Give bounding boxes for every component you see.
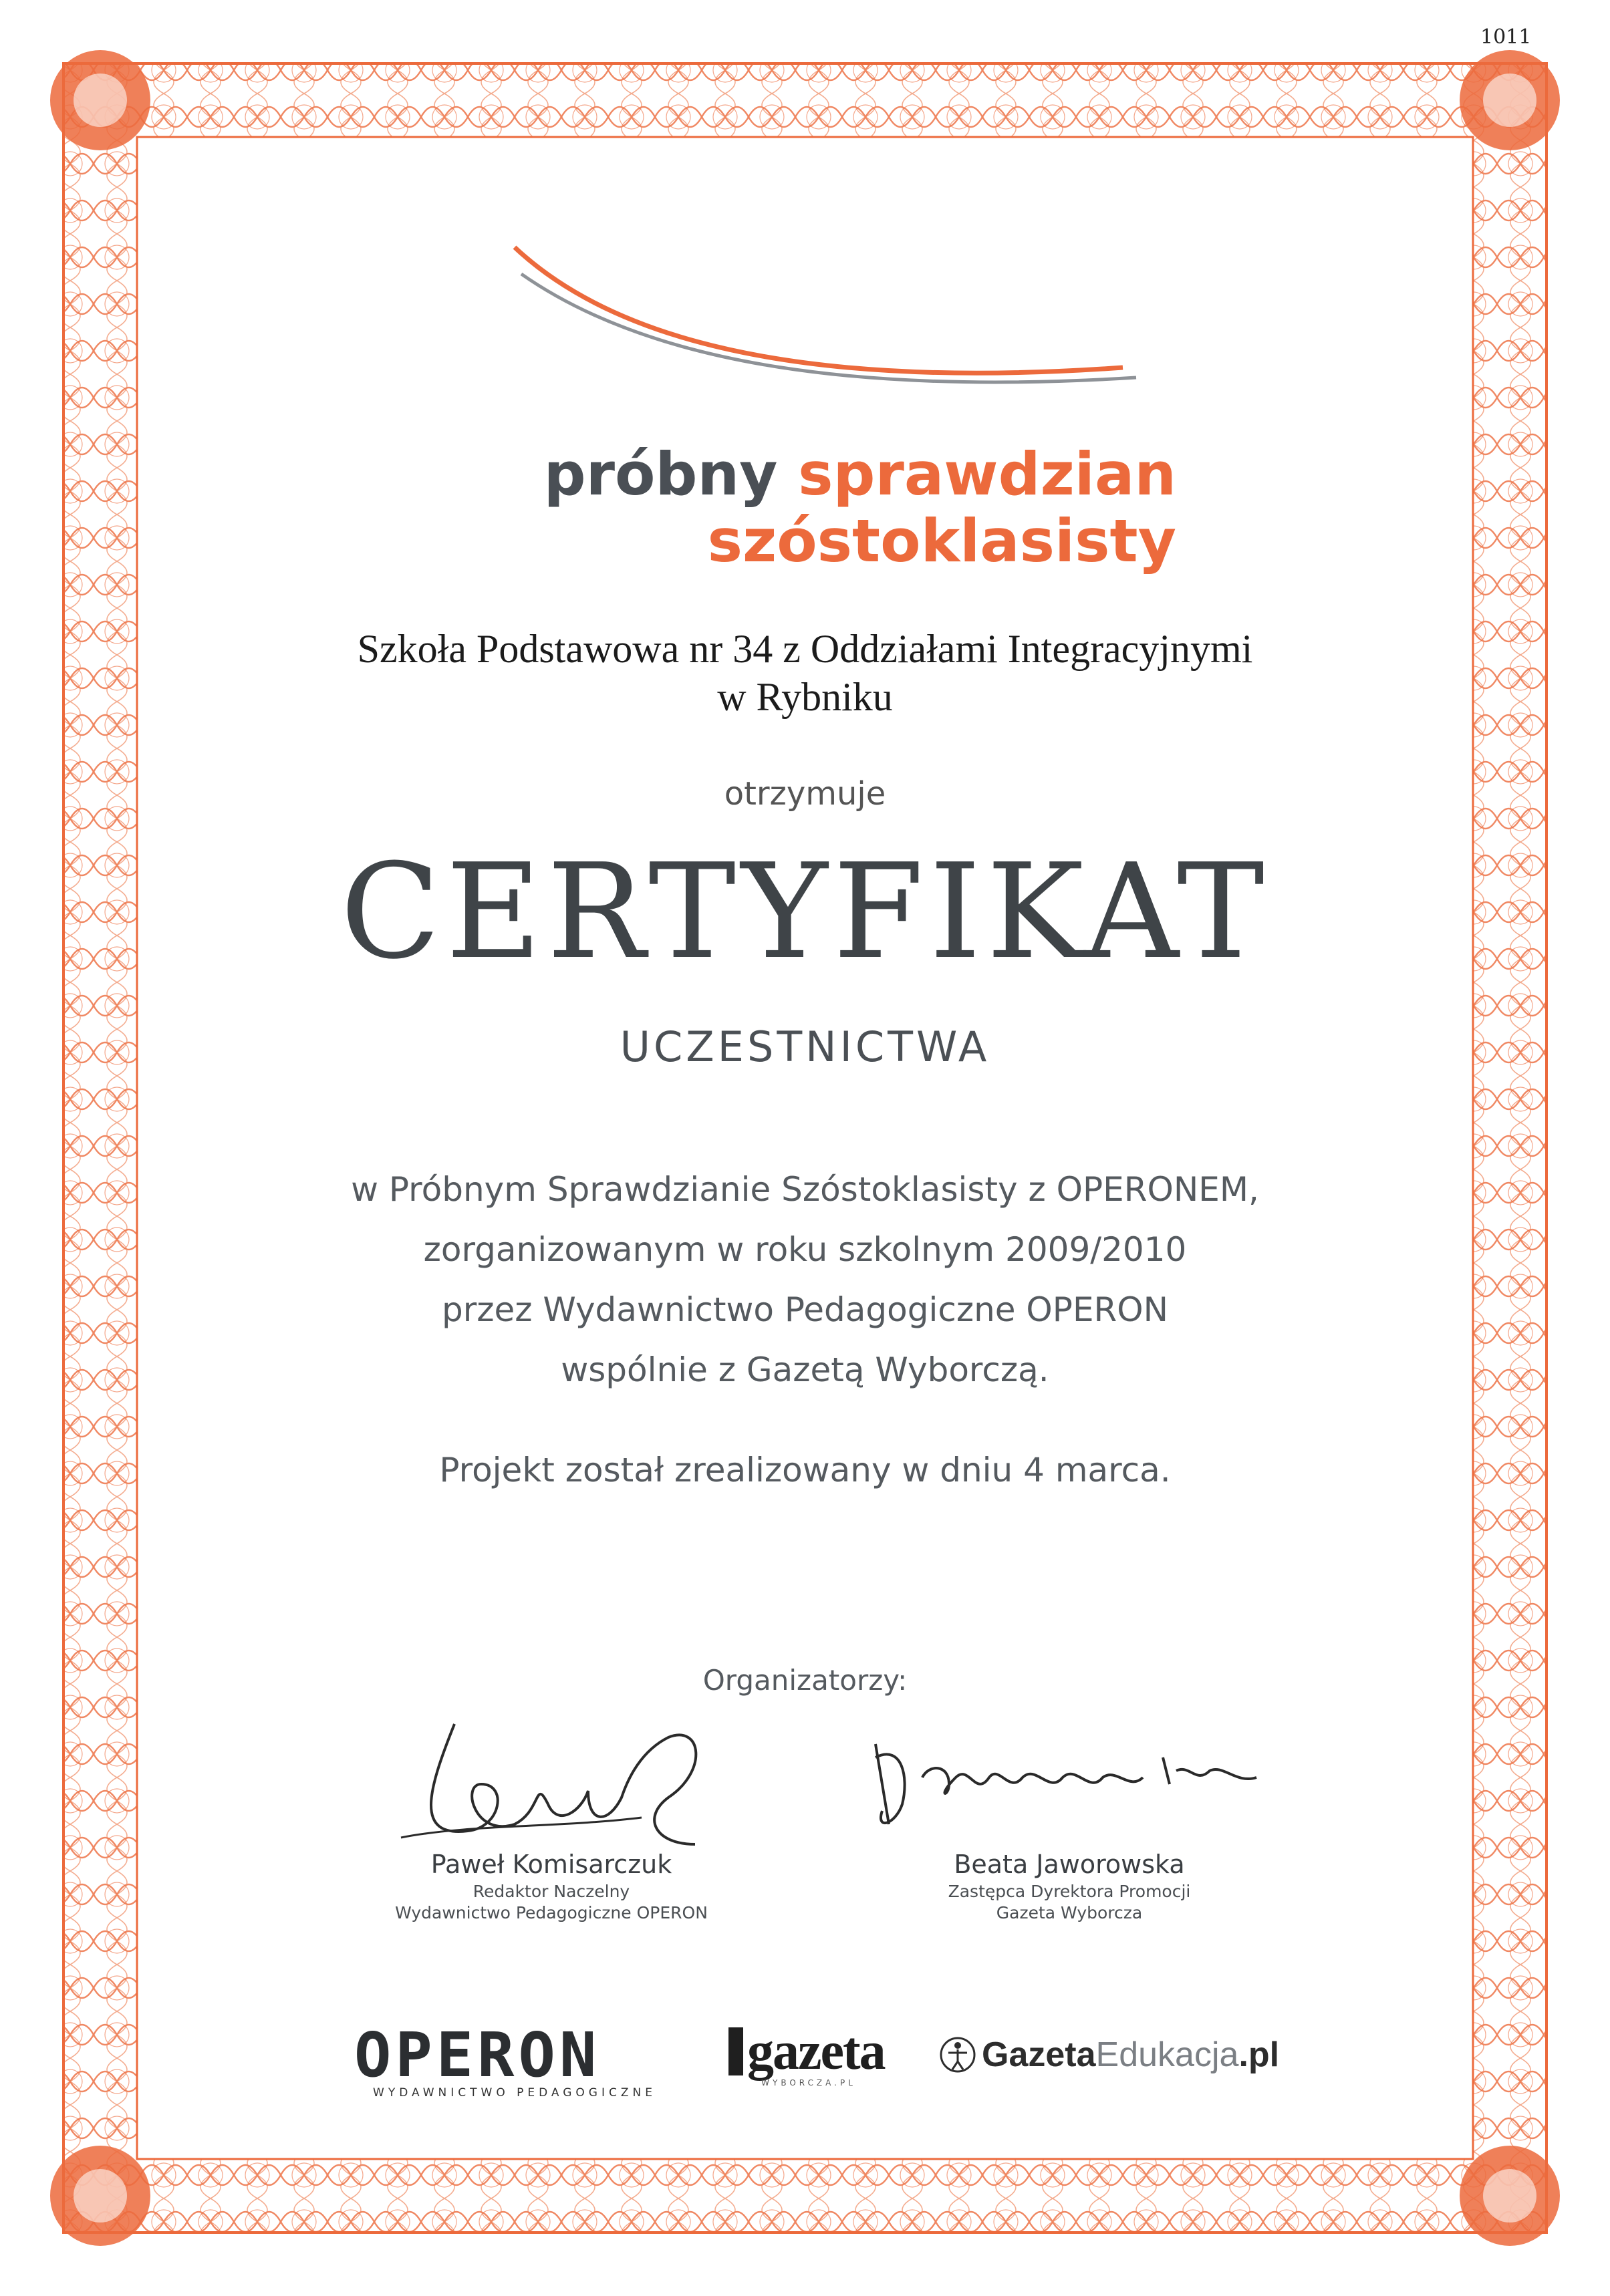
school-name [0, 625, 1610, 721]
body-line-2: zorganizowanym w roku szkolnym 2009/2010 [423, 1230, 1187, 1269]
operon-logo-sub: WYDAWNICTWO PEDAGOGICZNE [373, 2086, 656, 2100]
project-line: Projekt został zrealizowany w dniu 4 marca. [439, 1451, 1171, 1489]
body-line-1: w Próbnym Sprawdzianie Szóstoklasisty z OPERONEM, [351, 1170, 1259, 1209]
signatory-2-org: Gazeta Wyborcza [996, 1903, 1143, 1922]
title-word-1: próbny [543, 440, 778, 509]
signatory-1-role: Redaktor Naczelny [473, 1882, 630, 1901]
swoosh-graphic [495, 234, 1163, 408]
ge-logo-part2: Edukacja [1095, 2035, 1239, 2074]
ge-logo-part3: .pl [1238, 2035, 1280, 2074]
ge-logo-part1: Gazeta [982, 2035, 1096, 2074]
operon-logo [354, 2019, 675, 2100]
body-line-4: wspólnie z Gazetą Wyborczą. [561, 1350, 1049, 1389]
certificate-subtitle: UCZESTNICTWA [620, 1022, 990, 1071]
school-line-1: Szkoła Podstawowa nr 34 z Oddziałami Integracyjnymi [357, 627, 1253, 671]
gazeta-logo-block-icon [728, 2027, 743, 2075]
title-word-2: sprawdzian [798, 440, 1176, 509]
signature-komisarczuk [388, 1711, 762, 1864]
gazeta-logo [728, 2022, 889, 2088]
vitruvian-figure-icon [939, 2036, 976, 2073]
signature-jaworowska [862, 1731, 1277, 1844]
signatory-1-name: Paweł Komisarczuk [430, 1850, 672, 1879]
certificate-body [0, 1159, 1610, 1400]
gazeta-logo-word: gazeta [747, 2022, 885, 2081]
gazeta-edukacja-logo [939, 2035, 1287, 2075]
gazeta-logo-sub: WYBORCZA.PL [761, 2078, 856, 2088]
school-line-2: w Rybniku [717, 675, 893, 719]
signatory-1-org: Wydawnictwo Pedagogiczne OPERON [395, 1903, 708, 1922]
signatory-2 [802, 1848, 1337, 1924]
organizers-label: Organizatorzy: [702, 1664, 908, 1697]
receives-text: otrzymuje [724, 775, 886, 813]
signatory-2-name: Beata Jaworowska [954, 1850, 1185, 1879]
certificate-title: CERTYFIKAT [340, 836, 1270, 988]
body-line-3: przez Wydawnictwo Pedagogiczne OPERON [441, 1290, 1169, 1329]
signatory-1 [284, 1848, 819, 1924]
event-title [508, 441, 1176, 575]
operon-logo-word: OPERON [354, 2019, 601, 2091]
title-line-2: szóstoklasisty [707, 507, 1176, 575]
signatory-2-role: Zastępca Dyrektora Promocji [948, 1882, 1191, 1901]
page-number: 1011 [1480, 25, 1532, 49]
